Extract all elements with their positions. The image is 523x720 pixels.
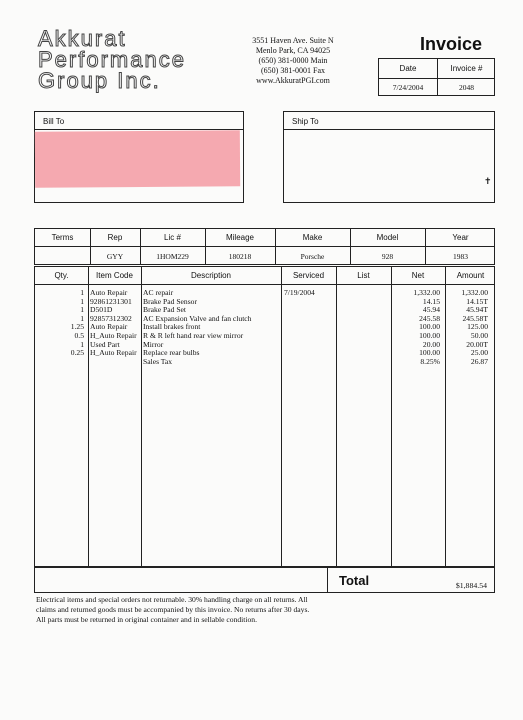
total-section — [34, 567, 495, 593]
table-row — [35, 357, 494, 366]
cell-amount: 20.00T — [466, 339, 488, 349]
cell-desc: R & R left hand rear view mirror — [143, 331, 244, 340]
vehicle-value-lic: 1HOM229 — [156, 251, 189, 261]
cell-code: Auto Repair — [90, 288, 128, 297]
total-amount: $1,884.54 — [455, 581, 487, 590]
cell-net: 1,332.00 — [413, 288, 440, 297]
address-line: 3551 Haven Ave. Suite N — [252, 36, 334, 45]
cell-qty: 1.25 — [70, 322, 84, 332]
cell-desc: Mirror — [143, 339, 164, 349]
vehicle-value-terms — [35, 247, 90, 265]
cell-code: H_Auto Repair — [90, 331, 137, 340]
cell-code: Auto Repair — [90, 322, 128, 332]
cell-code: 92857312302 — [90, 313, 132, 323]
redaction-strip — [35, 130, 240, 187]
cell-amount: 25.00 — [470, 348, 488, 358]
vehicle-value-make: Porsche — [300, 251, 325, 261]
cell-code: 92861231301 — [90, 296, 132, 306]
line-items-table — [34, 266, 495, 567]
cell-code: Used Part — [90, 339, 120, 349]
cell-qty: 1 — [80, 313, 84, 323]
vehicle-value-model: 928 — [381, 251, 394, 261]
company-name-line: Performance — [38, 47, 186, 72]
cell-desc: AC repair — [143, 288, 174, 297]
item-header-qty: Qty. — [54, 271, 69, 280]
vehicle-header-model: Model — [376, 233, 399, 242]
vehicle-header-year: Year — [452, 233, 469, 242]
invoice-date: 7/24/2004 — [392, 83, 424, 92]
cell-qty: 0.5 — [74, 331, 84, 340]
ship-to-box — [283, 111, 495, 203]
column-divider — [141, 267, 142, 566]
company-logo — [38, 28, 238, 91]
vehicle-value-mileage: 180218 — [228, 251, 252, 261]
column-divider — [336, 267, 337, 566]
cell-amount: 26.87 — [470, 356, 488, 366]
invoice-number-label: Invoice # — [450, 64, 483, 73]
total-label: Total — [339, 573, 370, 588]
cell-qty: 1 — [80, 339, 84, 349]
cell-desc: AC Expansion Valve and fan clutch — [143, 313, 252, 323]
cell-net: 100.00 — [419, 331, 440, 340]
return-policy — [36, 595, 336, 625]
cell-net: 245.58 — [419, 313, 440, 323]
cell-desc: Brake Pad Set — [143, 305, 187, 315]
cell-amount: 14.15T — [466, 296, 488, 306]
item-header-itemcode: Item Code — [96, 271, 133, 280]
cell-code: H_Auto Repair — [90, 348, 137, 358]
vehicle-header-lic: Lic # — [164, 233, 181, 242]
cell-amount: 245.58T — [462, 313, 488, 323]
cell-code: D501D — [90, 305, 113, 315]
cell-desc: Brake Pad Sensor — [143, 296, 197, 306]
address-line: (650) 381-0000 Main — [258, 56, 328, 65]
line-items-body — [35, 288, 494, 408]
policy-line: claims and returned goods must be accompanied by this invoice. No returns after 30 days. — [36, 605, 310, 614]
vehicle-header-mileage: Mileage — [225, 233, 254, 242]
vehicle-value-rep: GYY — [106, 251, 124, 261]
address-line: (650) 381-0001 Fax — [261, 66, 325, 75]
policy-line: All parts must be returned in original container and in sellable condition. — [36, 615, 258, 624]
cell-amount: 50.00 — [470, 331, 488, 340]
invoice-meta-table — [378, 58, 495, 96]
item-header-amount: Amount — [456, 271, 485, 280]
vehicle-header-make: Make — [302, 233, 323, 242]
item-header-net: Net — [411, 271, 425, 280]
company-name-line: Group Inc. — [38, 68, 161, 93]
date-label: Date — [399, 64, 417, 73]
company-name-line: Akkurat — [38, 26, 127, 51]
cell-amount: 45.94T — [466, 305, 488, 315]
vehicle-header-terms: Terms — [51, 233, 74, 242]
column-divider — [391, 267, 392, 566]
item-header-list: List — [357, 271, 370, 280]
bill-to-label: Bill To — [43, 117, 65, 126]
item-header-serviced: Serviced — [292, 271, 325, 280]
policy-line: Electrical items and special orders not returnable. 30% handling charge on all returns. All — [36, 595, 308, 604]
cell-net: 100.00 — [419, 348, 440, 358]
cell-desc: Sales Tax — [143, 356, 173, 366]
cell-qty: 1 — [80, 296, 84, 306]
address-line: Menlo Park, CA 94025 — [255, 46, 331, 55]
cell-desc: Replace rear bulbs — [143, 348, 200, 358]
cell-amount: 1,332.00 — [461, 288, 488, 297]
cell-net: 100.00 — [419, 322, 440, 332]
cell-amount: 125.00 — [467, 322, 488, 332]
vehicle-info-table — [34, 228, 495, 265]
vehicle-header-rep: Rep — [107, 233, 123, 242]
invoice-number: 2048 — [459, 83, 474, 92]
serviced-date: 7/19/2004 — [284, 288, 315, 297]
cell-qty: 1 — [80, 288, 84, 297]
invoice-title: Invoice — [420, 34, 483, 54]
item-header-description: Description — [190, 271, 231, 280]
vehicle-value-year: 1983 — [453, 251, 468, 261]
address-line: www.AkkuratPGI.com — [256, 76, 330, 85]
column-divider — [88, 267, 89, 566]
cell-net: 45.94 — [422, 305, 440, 315]
column-divider — [281, 267, 282, 566]
cell-desc: Install brakes front — [143, 322, 201, 332]
cell-net: 8.25% — [420, 356, 440, 366]
ink-mark-icon: ✝ — [484, 176, 492, 186]
cell-net: 20.00 — [422, 339, 440, 349]
company-address — [238, 36, 348, 86]
column-divider — [445, 267, 446, 566]
cell-net: 14.15 — [422, 296, 440, 306]
ship-to-label: Ship To — [292, 117, 319, 126]
cell-qty: 1 — [80, 305, 84, 315]
cell-qty: 0.25 — [70, 348, 84, 358]
